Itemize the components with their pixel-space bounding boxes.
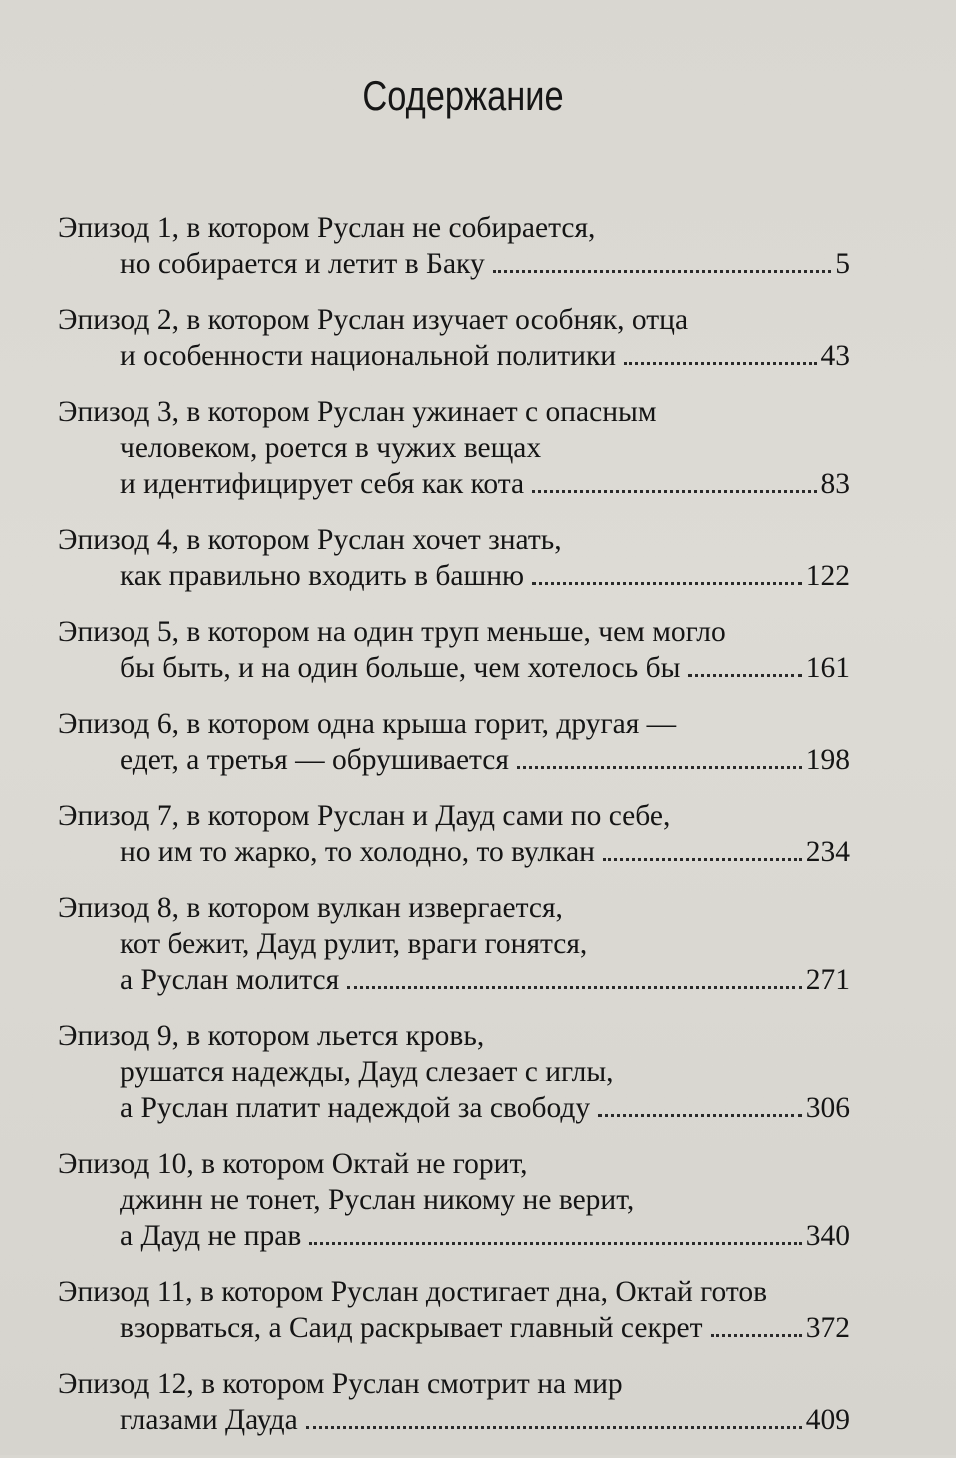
toc-entry: [58, 798, 850, 870]
dot-leader: [306, 1426, 802, 1429]
toc-entry-heading: Эпизод 5, в котором на один труп меньше, чем могло: [58, 616, 726, 648]
toc-entry-last-line: [58, 742, 850, 778]
toc-entry-continuation: человеком, роется в чужих вещах: [120, 432, 542, 464]
dot-leader: [688, 674, 801, 677]
page-number: 271: [805, 964, 850, 996]
toc-entry-last-line: [58, 1090, 850, 1126]
dot-leader: [309, 1242, 801, 1245]
toc-entry-last-line: [58, 1218, 850, 1254]
toc-entry-text: взорваться, а Саид раскрывает главный секрет: [120, 1312, 703, 1344]
page-number: 409: [805, 1404, 850, 1436]
dot-leader: [603, 858, 802, 861]
toc-entry-last-line: [58, 1402, 850, 1438]
toc-entry-last-line: [58, 466, 850, 502]
toc-entry-continuation: рушатся надежды, Дауд слезает с иглы,: [120, 1056, 614, 1088]
toc-entry: [58, 1366, 850, 1438]
page-number: 198: [805, 744, 850, 776]
dot-leader: [711, 1334, 802, 1337]
dot-leader: [624, 362, 816, 365]
toc-entry: [58, 1146, 850, 1254]
toc-entry-heading: Эпизод 9, в котором льется кровь,: [58, 1020, 485, 1052]
page-number: 306: [805, 1092, 850, 1124]
toc-entry-last-line: [58, 962, 850, 998]
toc-entry-last-line: [58, 558, 850, 594]
toc-entry: [58, 1274, 850, 1346]
dot-leader: [493, 270, 832, 273]
toc-entry-heading: Эпизод 3, в котором Руслан ужинает с опасным: [58, 396, 657, 428]
toc-entry-heading: Эпизод 1, в котором Руслан не собирается,: [58, 212, 596, 244]
dot-leader: [532, 582, 802, 585]
toc-entry-heading: Эпизод 12, в котором Руслан смотрит на мир: [58, 1368, 623, 1400]
toc-entry-text: как правильно входить в башню: [120, 560, 525, 592]
dot-leader: [598, 1114, 802, 1117]
table-of-contents: [58, 210, 850, 1458]
toc-entry-continuation: джинн не тонет, Руслан никому не верит,: [120, 1184, 635, 1216]
toc-entry: [58, 302, 850, 374]
toc-entry-last-line: [58, 246, 850, 282]
dot-leader: [532, 490, 816, 493]
toc-entry-heading: Эпизод 2, в котором Руслан изучает особняк, отца: [58, 304, 689, 336]
toc-entry-text: но им то жарко, то холодно, то вулкан: [120, 836, 595, 868]
dot-leader: [517, 766, 802, 769]
page-number: 340: [805, 1220, 850, 1252]
toc-entry: [58, 394, 850, 502]
page-number: 43: [820, 340, 850, 372]
toc-entry-text: глазами Дауда: [120, 1404, 298, 1436]
toc-entry: [58, 1018, 850, 1126]
page-number: 372: [805, 1312, 850, 1344]
toc-entry-text: а Дауд не прав: [120, 1220, 302, 1252]
toc-entry-heading: Эпизод 6, в котором одна крыша горит, другая —: [58, 708, 677, 740]
page-number: 122: [805, 560, 850, 592]
toc-entry-text: но собирается и летит в Баку: [120, 248, 485, 280]
toc-entry-text: а Руслан платит надеждой за свободу: [120, 1092, 591, 1124]
toc-entry-heading: Эпизод 10, в котором Октай не горит,: [58, 1148, 528, 1180]
toc-entry-text: едет, а третья — обрушивается: [120, 744, 509, 776]
toc-entry-last-line: [58, 834, 850, 870]
page-title: Содержание: [362, 72, 564, 119]
toc-entry: [58, 890, 850, 998]
toc-entry: [58, 614, 850, 686]
page-number: 234: [805, 836, 850, 868]
toc-entry-heading: Эпизод 8, в котором вулкан извергается,: [58, 892, 563, 924]
page-number: 83: [820, 468, 850, 500]
page-number: 5: [835, 248, 850, 280]
dot-leader: [347, 986, 802, 989]
toc-entry-text: а Руслан молится: [120, 964, 340, 996]
toc-entry: [58, 706, 850, 778]
toc-entry-heading: Эпизод 4, в котором Руслан хочет знать,: [58, 524, 562, 556]
toc-entry-text: и особенности национальной политики: [120, 340, 617, 372]
toc-entry-heading: Эпизод 7, в котором Руслан и Дауд сами по себе,: [58, 800, 671, 832]
page-number: 161: [805, 652, 850, 684]
toc-entry-heading: Эпизод 11, в котором Руслан достигает дна, Октай готов: [58, 1276, 768, 1308]
toc-entry-text: и идентифицирует себя как кота: [120, 468, 525, 500]
toc-entry: [58, 210, 850, 282]
toc-entry-text: бы быть, и на один больше, чем хотелось бы: [120, 652, 681, 684]
toc-entry-last-line: [58, 1310, 850, 1346]
toc-entry-last-line: [58, 338, 850, 374]
toc-entry-last-line: [58, 650, 850, 686]
toc-entry: [58, 522, 850, 594]
toc-entry-continuation: кот бежит, Дауд рулит, враги гонятся,: [120, 928, 588, 960]
